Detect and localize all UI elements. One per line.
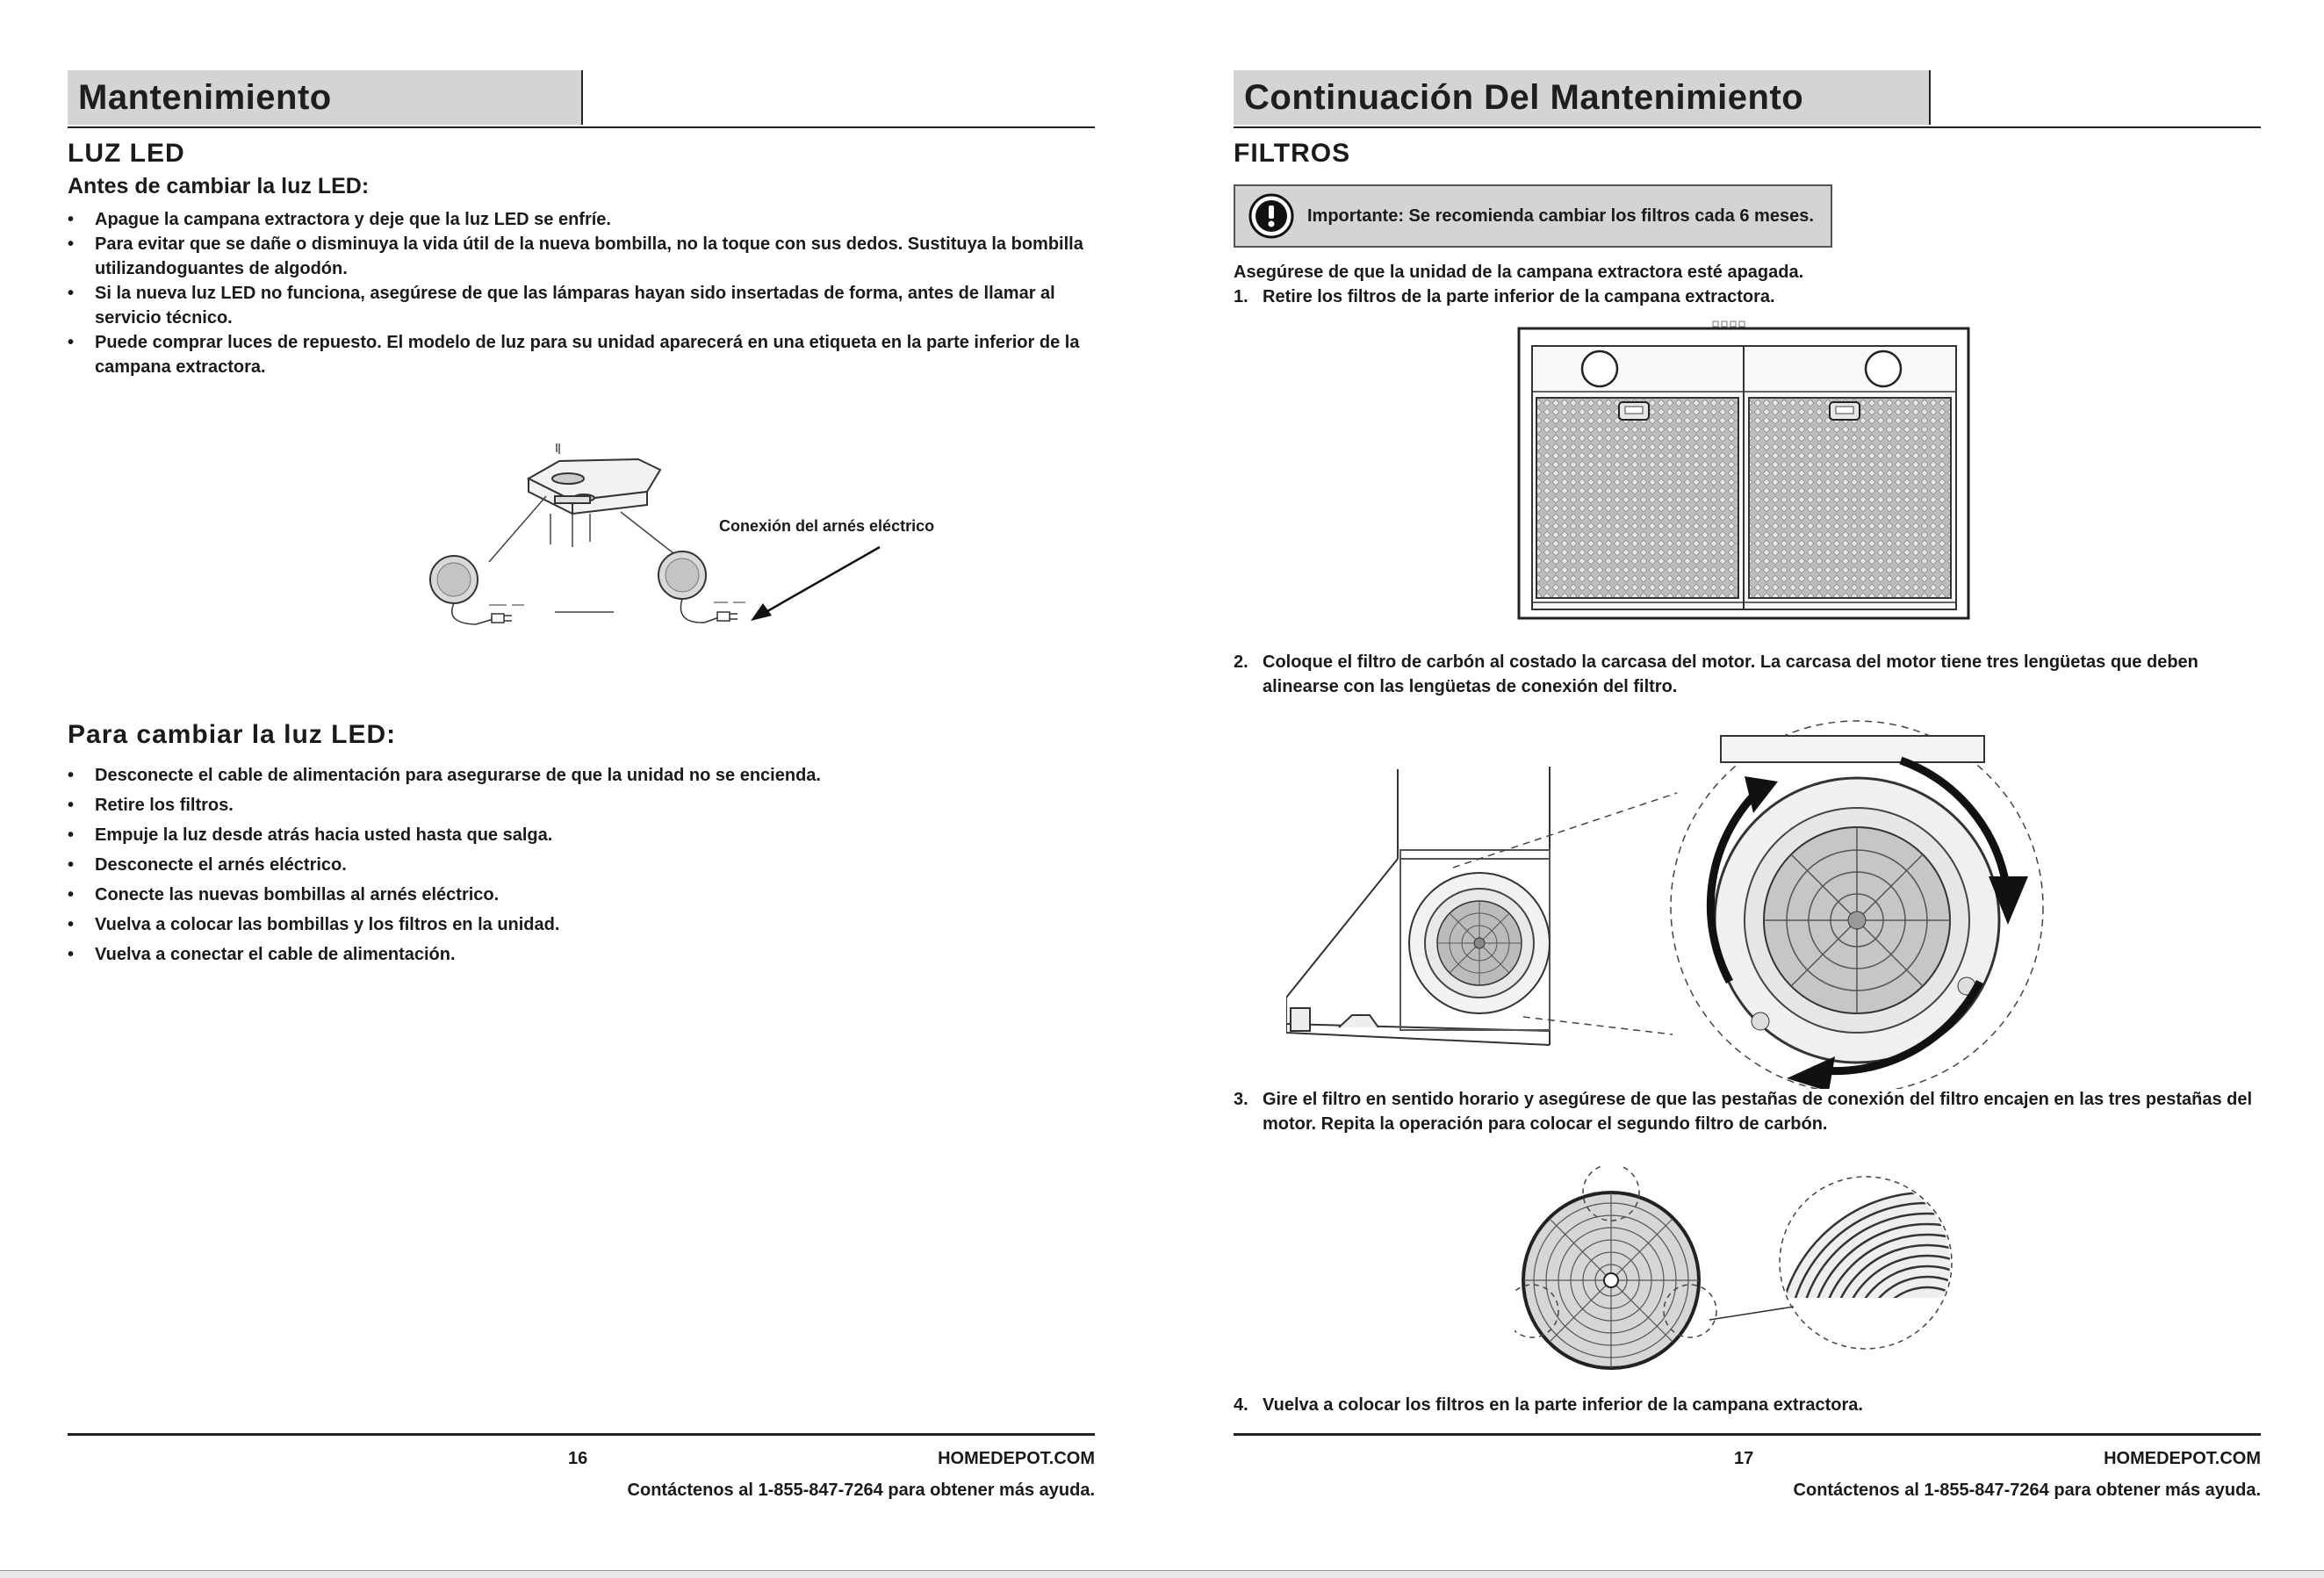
- step-3: [1234, 1087, 2261, 1136]
- list-item: • Desconecte el cable de alimentación para asegurarse de que la unidad no se encienda.: [68, 760, 1095, 790]
- important-text: : Se recomienda cambiar los filtros cada 6 meses.: [1398, 205, 1814, 226]
- before-change-list: [68, 207, 1095, 379]
- page-17: [1234, 0, 2261, 1577]
- list-item: 3. Gire el filtro en sentido horario y asegúrese de que las pestañas de conexión del filtro encajen en las tres pestañas del motor. Repita la operación para colocar el segundo filtro de carbón.: [1234, 1090, 2253, 1134]
- page-title: Continuación Del Mantenimiento: [1244, 77, 1804, 117]
- list-item: 1. Retire los filtros de la parte inferior de la campana extractora.: [1234, 287, 1775, 306]
- list-item: • Para evitar que se dañe o disminuya la vida útil de la nueva bombilla, no la toque con sus dedos. Sustituya la bombilla utilizandoguantes de algodón.: [68, 232, 1095, 281]
- filter-panel-right: [1749, 398, 1951, 598]
- led-bulb-left: [430, 556, 524, 624]
- change-led-list: [68, 760, 1095, 969]
- section-header: [1234, 70, 2261, 128]
- filters-intro: Asegúrese de que la unidad de la campana extractora esté apagada.: [1234, 263, 1804, 282]
- contact-text: Contáctenos al 1-855-847-7264 para obtener más ayuda.: [1793, 1481, 2261, 1500]
- list-item: • Apague la campana extractora y deje que la luz LED se enfríe.: [68, 207, 1095, 232]
- filter-tab-zoom: [1778, 1193, 1980, 1403]
- exclamation-icon: [1248, 192, 1295, 240]
- hood-illustration: [529, 459, 660, 514]
- list-item: • Retire los filtros.: [68, 790, 1095, 820]
- change-led-title: Para cambiar la luz LED:: [68, 720, 397, 749]
- harness-connection-label: Conexión del arnés eléctrico: [719, 517, 935, 535]
- list-item: 4. Vuelva a colocar los filtros en la parte inferior de la campana extractora.: [1234, 1395, 1863, 1415]
- arrow-icon: [751, 547, 880, 621]
- led-light-diagram: [349, 443, 1033, 645]
- list-item: • Empuje la luz desde atrás hacia usted hasta que salga.: [68, 820, 1095, 850]
- step-1: [1234, 285, 2261, 309]
- list-item: • Puede comprar luces de repuesto. El modelo de luz para su unidad aparecerá en una etiqueta en la parte inferior de la campana extractora.: [68, 330, 1095, 379]
- important-label: Importante: [1307, 205, 1399, 226]
- carbon-filter-detail-diagram: [1515, 1166, 1980, 1403]
- step-4: [1234, 1393, 2261, 1417]
- list-item: • Vuelva a colocar las bombillas y los filtros en la unidad.: [68, 910, 1095, 940]
- site-link[interactable]: HOMEDEPOT.COM: [2104, 1449, 2261, 1468]
- page-title: Mantenimiento: [78, 77, 332, 117]
- important-notice: [1234, 184, 1832, 248]
- header-title-box: [68, 70, 583, 125]
- carbon-filter-install-diagram: [1286, 718, 2164, 1089]
- footer-rule: [68, 1433, 1095, 1436]
- page-16: [68, 0, 1095, 1577]
- list-item: • Si la nueva luz LED no funciona, asegúrese de que las lámparas hayan sido insertadas de forma, antes de llamar al servicio técnico.: [68, 281, 1095, 330]
- led-title: LUZ LED: [68, 139, 185, 168]
- list-item: • Desconecte el arnés eléctrico.: [68, 850, 1095, 880]
- page-number: 16: [568, 1449, 588, 1468]
- grease-filters-diagram: [1516, 320, 1973, 623]
- filters-title: FILTROS: [1234, 139, 1351, 168]
- carbon-filter: [1523, 1193, 1699, 1368]
- list-item: • Conecte las nuevas bombillas al arnés eléctrico.: [68, 880, 1095, 910]
- contact-text: Contáctenos al 1-855-847-7264 para obtener más ayuda.: [627, 1481, 1095, 1500]
- motor-filter-small: [1409, 873, 1550, 1013]
- list-item: 2. Coloque el filtro de carbón al costado la carcasa del motor. La carcasa del motor tiene tres lengüetas que deben alinearse con las lengüetas de conexión del filtro.: [1234, 652, 2198, 696]
- site-link[interactable]: HOMEDEPOT.COM: [938, 1449, 1095, 1468]
- section-header: [68, 70, 1095, 128]
- step-2: [1234, 650, 2261, 699]
- before-change-title: Antes de cambiar la luz LED:: [68, 174, 370, 198]
- footer-rule: [1234, 1433, 2261, 1436]
- filter-panel-left: [1536, 398, 1738, 598]
- header-title-box: [1234, 70, 1931, 125]
- page-number: 17: [1734, 1449, 1754, 1468]
- led-bulb-right: [658, 551, 745, 623]
- list-item: • Vuelva a conectar el cable de alimentación.: [68, 940, 1095, 969]
